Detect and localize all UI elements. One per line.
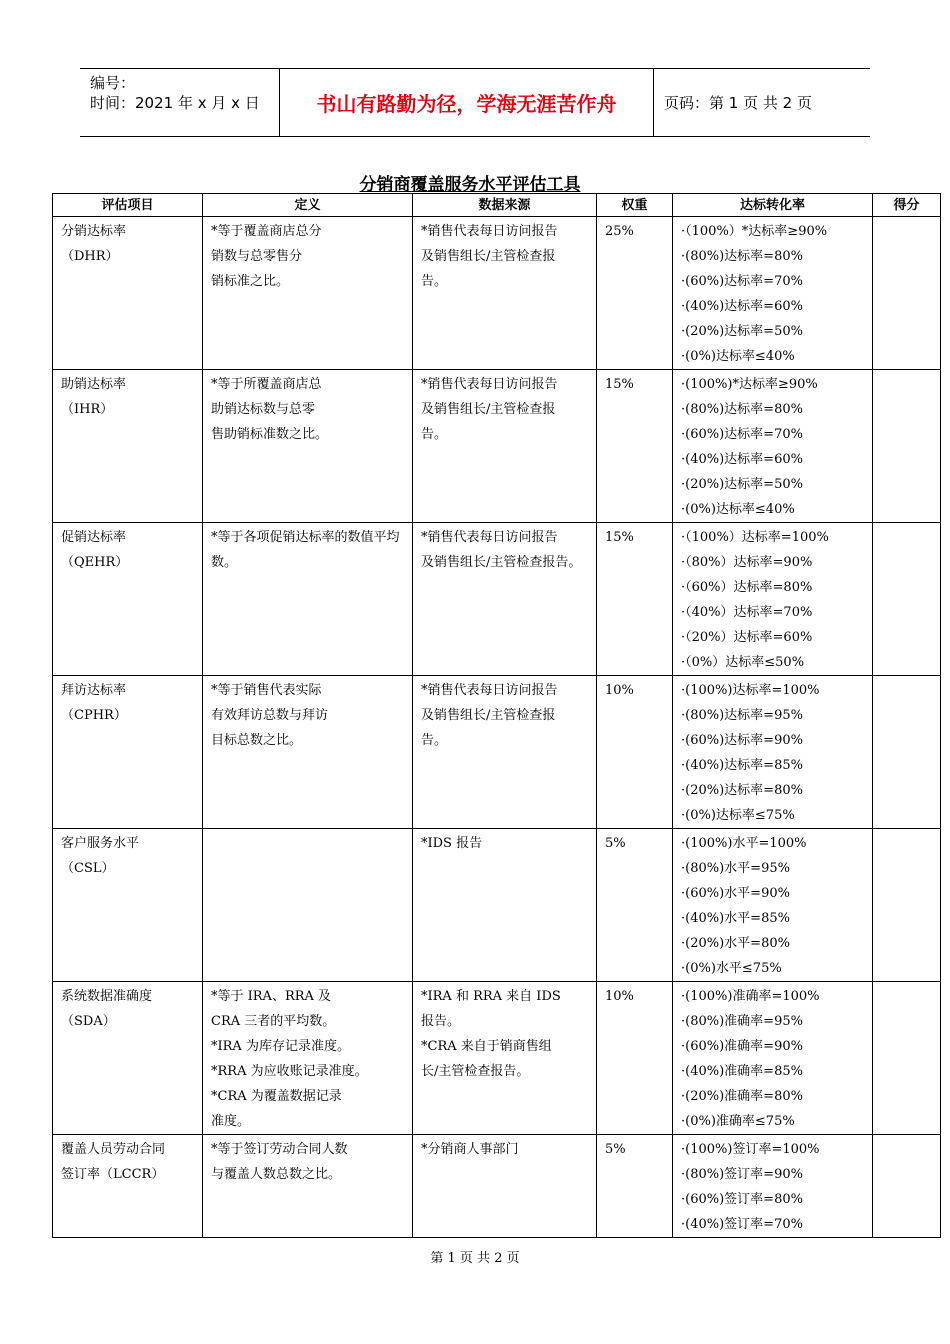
source-cell-line: 告。 [421, 733, 448, 748]
source-cell-line: 及销售组长/主管检查报告。 [421, 555, 582, 570]
rate-cell [673, 676, 873, 829]
column-header: 数据来源 [413, 194, 597, 217]
score-cell [873, 1135, 941, 1238]
rate-cell-line: ·(20%)达标率=50% [681, 477, 803, 492]
weight-cell [597, 217, 673, 370]
source-cell-line: *IRA 和 RRA 来自 IDS [421, 989, 561, 1004]
table-row [53, 1135, 941, 1238]
definition-cell [203, 217, 413, 370]
source-cell [413, 523, 597, 676]
rate-cell [673, 1135, 873, 1238]
page-header [80, 68, 870, 137]
weight-cell [597, 676, 673, 829]
source-cell-line: *销售代表每日访问报告 [421, 530, 558, 545]
source-cell-line: *销售代表每日访问报告 [421, 683, 558, 698]
definition-cell-line: 销数与总零售分 [211, 249, 303, 264]
definition-cell-line: *等于各项促销达标率的数值平均 [211, 530, 400, 545]
score-cell [873, 982, 941, 1135]
rate-cell-line: ·(80%)水平=95% [681, 861, 790, 876]
rate-cell-line: ·（80%）达标率=90% [681, 555, 813, 570]
weight-cell-line: 15% [605, 530, 634, 545]
weight-cell-line: 5% [605, 836, 626, 851]
rate-cell-line: ·(0%)水平≤75% [681, 961, 782, 976]
rate-cell-line: ·（100%）达标率=100% [681, 530, 829, 545]
definition-cell-line: 有效拜访总数与拜访 [211, 708, 329, 723]
score-cell [873, 217, 941, 370]
source-cell [413, 1135, 597, 1238]
rate-cell-line: ·(60%)准确率=90% [681, 1039, 803, 1054]
rate-cell-line: ·（100%）*达标率≥90% [681, 224, 828, 239]
rate-cell-line: ·(100%)签订率=100% [681, 1142, 820, 1157]
table-row [53, 370, 941, 523]
score-cell [873, 370, 941, 523]
source-cell [413, 829, 597, 982]
rate-cell-line: ·(20%)准确率=80% [681, 1089, 803, 1104]
source-cell-line: *IDS 报告 [421, 836, 483, 851]
rate-cell-line: ·(80%)达标率=80% [681, 402, 803, 417]
item-cell-line: （CPHR） [61, 708, 127, 723]
rate-cell-line: ·(60%)签订率=80% [681, 1192, 803, 1207]
rate-cell-line: ·(80%)达标率=95% [681, 708, 803, 723]
weight-cell [597, 1135, 673, 1238]
source-cell [413, 370, 597, 523]
table-row [53, 523, 941, 676]
weight-cell [597, 523, 673, 676]
rate-cell-line: ·(40%)达标率=85% [681, 758, 803, 773]
weight-cell-line: 10% [605, 683, 634, 698]
rate-cell-line: ·(100%)水平=100% [681, 836, 807, 851]
table-row [53, 982, 941, 1135]
item-cell [53, 523, 203, 676]
item-cell [53, 1135, 203, 1238]
definition-cell-line: *IRA 为库存记录准度。 [211, 1039, 350, 1054]
rate-cell-line: ·（20%）达标率=60% [681, 630, 813, 645]
rate-cell-line: ·(100%)达标率=100% [681, 683, 820, 698]
rate-cell-line: ·(20%)达标率=80% [681, 783, 803, 798]
item-cell-line: 覆盖人员劳动合同 [61, 1142, 166, 1157]
source-cell-line: *销售代表每日访问报告 [421, 377, 558, 392]
weight-cell [597, 982, 673, 1135]
header-meta [80, 69, 280, 136]
item-cell-line: 拜访达标率 [61, 683, 127, 698]
rate-cell-line: ·(20%)达标率=50% [681, 324, 803, 339]
definition-cell-line: 销标准之比。 [211, 274, 290, 289]
definition-cell-line: 售助销标准数之比。 [211, 427, 329, 442]
evaluation-table [52, 193, 941, 1238]
rate-cell-line: ·(80%)准确率=95% [681, 1014, 803, 1029]
source-cell-line: 长/主管检查报告。 [421, 1064, 530, 1079]
item-cell [53, 982, 203, 1135]
weight-cell-line: 10% [605, 989, 634, 1004]
item-cell-line: 助销达标率 [61, 377, 127, 392]
definition-cell-line: 准度。 [211, 1114, 251, 1129]
column-header: 得分 [873, 194, 941, 217]
source-cell-line: *销售代表每日访问报告 [421, 224, 558, 239]
rate-cell-line: ·（0%）达标率≤50% [681, 655, 805, 670]
time-label: 时间：2021 年 x 月 x 日 [90, 94, 260, 112]
definition-cell [203, 370, 413, 523]
definition-cell-line: *等于覆盖商店总分 [211, 224, 322, 239]
weight-cell-line: 15% [605, 377, 634, 392]
rate-cell-line: ·(60%)达标率=70% [681, 274, 803, 289]
rate-cell-line: ·(60%)达标率=70% [681, 427, 803, 442]
item-cell-line: （SDA） [61, 1014, 116, 1029]
rate-cell-line: ·(20%)水平=80% [681, 936, 790, 951]
rate-cell-line: ·(60%)水平=90% [681, 886, 790, 901]
score-cell [873, 676, 941, 829]
rate-cell-line: ·(40%)准确率=85% [681, 1064, 803, 1079]
source-cell [413, 676, 597, 829]
rate-cell-line: ·(0%)达标率≤40% [681, 349, 795, 364]
weight-cell-line: 5% [605, 1142, 626, 1157]
rate-cell-line: ·(0%)达标率≤40% [681, 502, 795, 517]
item-cell [53, 676, 203, 829]
source-cell-line: 及销售组长/主管检查报 [421, 708, 556, 723]
item-cell-line: （DHR） [61, 249, 119, 264]
weight-cell [597, 370, 673, 523]
number-label: 编号： [90, 74, 136, 92]
rate-cell-line: ·(40%)水平=85% [681, 911, 790, 926]
definition-cell-line: *等于销售代表实际 [211, 683, 322, 698]
header-motto: 书山有路勤为径，学海无涯苦作舟 [280, 69, 654, 136]
table-row [53, 676, 941, 829]
table-body [53, 217, 941, 1238]
item-cell-line: 促销达标率 [61, 530, 127, 545]
weight-cell [597, 829, 673, 982]
rate-cell-line: ·(0%)准确率≤75% [681, 1114, 795, 1129]
column-header: 定义 [203, 194, 413, 217]
item-cell-line: 系统数据准确度 [61, 989, 153, 1004]
rate-cell [673, 217, 873, 370]
source-cell [413, 217, 597, 370]
table-header-row [53, 194, 941, 217]
rate-cell [673, 982, 873, 1135]
source-cell-line: 告。 [421, 274, 448, 289]
rate-cell-line: ·(0%)达标率≤75% [681, 808, 795, 823]
source-cell-line: 告。 [421, 427, 448, 442]
rate-cell-line: ·(40%)达标率=60% [681, 452, 803, 467]
score-cell [873, 523, 941, 676]
table-row [53, 829, 941, 982]
page-label: 页码：第 1 页 共 2 页 [664, 94, 812, 112]
definition-cell-line: *CRA 为覆盖数据记录 [211, 1089, 342, 1104]
rate-cell-line: ·(40%)达标率=60% [681, 299, 803, 314]
column-header: 达标转化率 [673, 194, 873, 217]
source-cell-line: 报告。 [421, 1014, 461, 1029]
definition-cell [203, 829, 413, 982]
item-cell-line: 客户服务水平 [61, 836, 140, 851]
definition-cell-line: *等于 IRA、RRA 及 [211, 989, 332, 1004]
source-cell [413, 982, 597, 1135]
definition-cell-line: *等于所覆盖商店总 [211, 377, 322, 392]
item-cell-line: （IHR） [61, 402, 114, 417]
rate-cell-line: ·(60%)达标率=90% [681, 733, 803, 748]
definition-cell-line: 数。 [211, 555, 238, 570]
item-cell-line: （CSL） [61, 861, 115, 876]
document-title: 分销商覆盖服务水平评估工具 [359, 175, 581, 195]
rate-cell [673, 829, 873, 982]
definition-cell-line: 与覆盖人数总数之比。 [211, 1167, 342, 1182]
rate-cell [673, 370, 873, 523]
item-cell [53, 370, 203, 523]
definition-cell [203, 676, 413, 829]
definition-cell-line: *等于签订劳动合同人数 [211, 1142, 348, 1157]
column-header: 权重 [597, 194, 673, 217]
rate-cell-line: ·(40%)签订率=70% [681, 1217, 803, 1232]
rate-cell-line: ·（60%）达标率=80% [681, 580, 813, 595]
rate-cell-line: ·(80%)签订率=90% [681, 1167, 803, 1182]
definition-cell-line: 目标总数之比。 [211, 733, 303, 748]
source-cell-line: 及销售组长/主管检查报 [421, 402, 556, 417]
item-cell [53, 217, 203, 370]
rate-cell-line: ·(80%)达标率=80% [681, 249, 803, 264]
source-cell-line: 及销售组长/主管检查报 [421, 249, 556, 264]
source-cell-line: *CRA 来自于销商售组 [421, 1039, 552, 1054]
table-row [53, 217, 941, 370]
definition-cell [203, 982, 413, 1135]
rate-cell-line: ·(100%)*达标率≥90% [681, 377, 818, 392]
page-footer: 第 1 页 共 2 页 [430, 1251, 520, 1266]
definition-cell [203, 523, 413, 676]
item-cell-line: 分销达标率 [61, 224, 127, 239]
definition-cell-line: CRA 三者的平均数。 [211, 1014, 336, 1029]
rate-cell [673, 523, 873, 676]
column-header: 评估项目 [53, 194, 203, 217]
definition-cell [203, 1135, 413, 1238]
item-cell-line: 签订率（LCCR） [61, 1167, 165, 1182]
score-cell [873, 829, 941, 982]
weight-cell-line: 25% [605, 224, 634, 239]
source-cell-line: *分销商人事部门 [421, 1142, 519, 1157]
definition-cell-line: *RRA 为应收账记录准度。 [211, 1064, 368, 1079]
definition-cell-line: 助销达标数与总零 [211, 402, 316, 417]
rate-cell-line: ·（40%）达标率=70% [681, 605, 813, 620]
rate-cell-line: ·(100%)准确率=100% [681, 989, 820, 1004]
item-cell [53, 829, 203, 982]
item-cell-line: （QEHR） [61, 555, 129, 570]
